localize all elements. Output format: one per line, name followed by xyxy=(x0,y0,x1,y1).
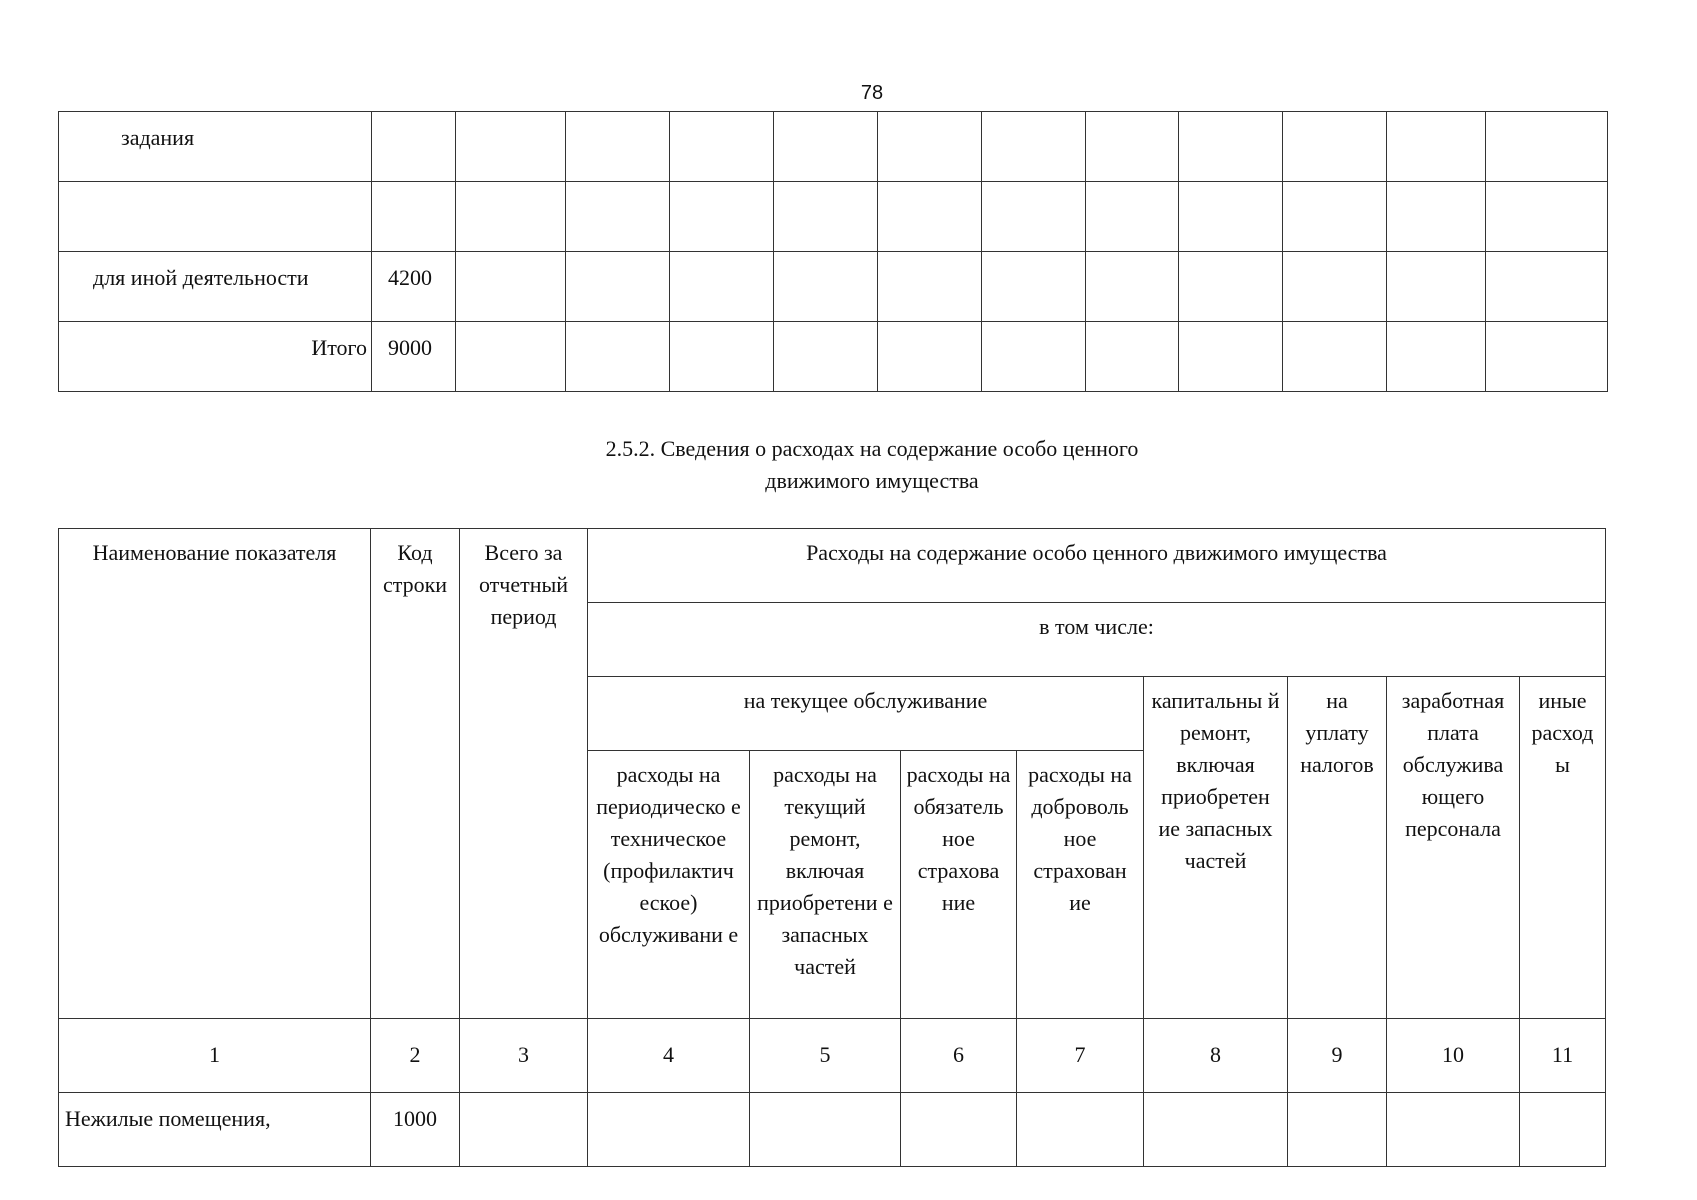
data-cell-3 xyxy=(460,1093,588,1167)
empty-cell xyxy=(456,322,566,392)
header-total: Всего за отчетный период xyxy=(460,529,588,1019)
data-cell-8 xyxy=(1144,1093,1288,1167)
empty-cell xyxy=(1283,322,1387,392)
empty-cell xyxy=(1387,182,1486,252)
column-number: 10 xyxy=(1387,1019,1520,1093)
row-name: задания xyxy=(59,112,372,182)
empty-cell xyxy=(1086,322,1179,392)
column-number: 2 xyxy=(371,1019,460,1093)
table-row xyxy=(59,252,1608,322)
column-number: 4 xyxy=(588,1019,750,1093)
empty-cell xyxy=(1179,182,1283,252)
row-code: 9000 xyxy=(372,322,456,392)
section-title-line2: движимого имущества xyxy=(765,468,979,493)
header-name: Наименование показателя xyxy=(59,529,371,1019)
empty-cell xyxy=(670,322,774,392)
empty-cell xyxy=(1086,112,1179,182)
column-number: 5 xyxy=(750,1019,901,1093)
empty-cell xyxy=(774,322,878,392)
header-salary: заработная плата обслужива ющего персонала xyxy=(1387,677,1520,1019)
table-row xyxy=(59,112,1608,182)
section-title-line1: 2.5.2. Сведения о расходах на содержание особо ценного xyxy=(605,436,1139,461)
header-current-maintenance: на текущее обслуживание xyxy=(588,677,1144,751)
empty-cell xyxy=(1486,252,1608,322)
expenses-table xyxy=(58,528,1606,1167)
empty-cell xyxy=(1486,182,1608,252)
header-capital-repair: капитальны й ремонт, включая приобретен ие запасных частей xyxy=(1144,677,1288,1019)
empty-cell xyxy=(1086,252,1179,322)
column-number: 11 xyxy=(1520,1019,1606,1093)
empty-cell xyxy=(878,112,982,182)
empty-cell xyxy=(774,112,878,182)
row-name: для иной деятельности xyxy=(59,252,372,322)
header-expenses: Расходы на содержание особо ценного движимого имущества xyxy=(588,529,1606,603)
header-voluntary-insurance: расходы на доброволь ное страхован ие xyxy=(1017,751,1144,1019)
header-periodic: расходы на периодическо е техническое (профилактич еское) обслуживани е xyxy=(588,751,750,1019)
header-other: иные расход ы xyxy=(1520,677,1606,1019)
empty-cell xyxy=(774,252,878,322)
empty-cell xyxy=(982,112,1086,182)
row-code xyxy=(372,112,456,182)
empty-cell xyxy=(878,252,982,322)
row-code: 4200 xyxy=(372,252,456,322)
header-taxes: на уплату налогов xyxy=(1288,677,1387,1019)
empty-cell xyxy=(566,182,670,252)
column-number: 9 xyxy=(1288,1019,1387,1093)
data-cell-7 xyxy=(1017,1093,1144,1167)
data-row-name: Нежилые помещения, xyxy=(59,1093,371,1167)
empty-cell xyxy=(1179,112,1283,182)
empty-cell xyxy=(670,112,774,182)
empty-cell xyxy=(670,182,774,252)
empty-cell xyxy=(1283,182,1387,252)
header-including: в том числе: xyxy=(588,603,1606,677)
empty-cell xyxy=(1486,322,1608,392)
data-row-code: 1000 xyxy=(371,1093,460,1167)
empty-cell xyxy=(670,252,774,322)
empty-cell xyxy=(1387,112,1486,182)
empty-cell xyxy=(1387,322,1486,392)
column-number: 3 xyxy=(460,1019,588,1093)
section-title xyxy=(0,433,1697,497)
page-number: 78 xyxy=(860,82,884,104)
column-number: 1 xyxy=(59,1019,371,1093)
empty-cell xyxy=(1179,252,1283,322)
empty-cell xyxy=(878,182,982,252)
empty-cell xyxy=(456,112,566,182)
empty-cell xyxy=(566,112,670,182)
empty-cell xyxy=(1283,112,1387,182)
empty-cell xyxy=(1283,252,1387,322)
data-cell-9 xyxy=(1288,1093,1387,1167)
empty-cell xyxy=(982,252,1086,322)
empty-cell xyxy=(1486,112,1608,182)
table-row xyxy=(59,322,1608,392)
empty-cell xyxy=(1387,252,1486,322)
column-number: 7 xyxy=(1017,1019,1144,1093)
empty-cell xyxy=(566,322,670,392)
data-cell-4 xyxy=(588,1093,750,1167)
data-cell-5 xyxy=(750,1093,901,1167)
table-row xyxy=(59,182,1608,252)
row-name xyxy=(59,182,372,252)
empty-cell xyxy=(878,322,982,392)
empty-cell xyxy=(774,182,878,252)
data-cell-6 xyxy=(901,1093,1017,1167)
empty-cell xyxy=(982,322,1086,392)
continuation-table xyxy=(58,111,1608,392)
data-cell-10 xyxy=(1387,1093,1520,1167)
empty-cell xyxy=(566,252,670,322)
column-number: 6 xyxy=(901,1019,1017,1093)
empty-cell xyxy=(456,182,566,252)
empty-cell xyxy=(1179,322,1283,392)
header-current-repair: расходы на текущий ремонт, включая приобретени е запасных частей xyxy=(750,751,901,1019)
empty-cell xyxy=(456,252,566,322)
header-code: Код строки xyxy=(371,529,460,1019)
empty-cell xyxy=(1086,182,1179,252)
row-code xyxy=(372,182,456,252)
row-name: Итого xyxy=(59,322,372,392)
empty-cell xyxy=(982,182,1086,252)
header-mandatory-insurance: расходы на обязатель ное страхова ние xyxy=(901,751,1017,1019)
data-cell-11 xyxy=(1520,1093,1606,1167)
column-number: 8 xyxy=(1144,1019,1288,1093)
